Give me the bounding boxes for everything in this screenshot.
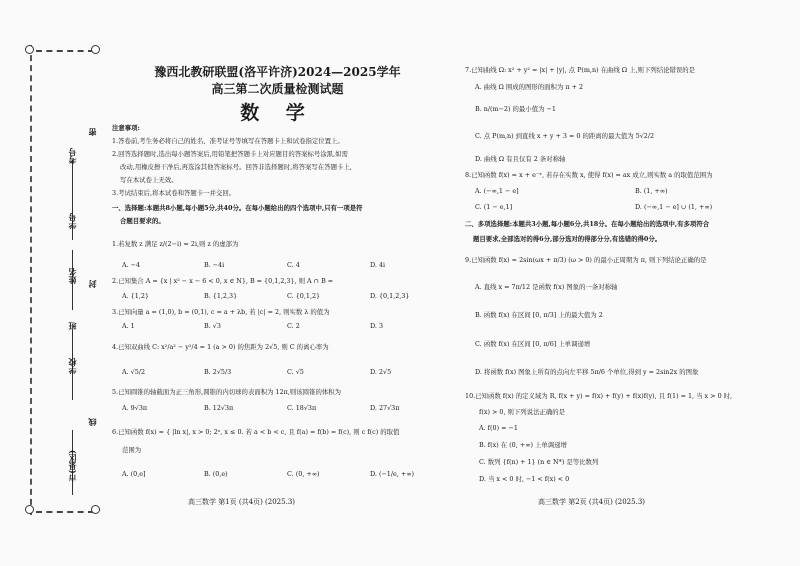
q7-option-b: B. n/(m−2) 的最小值为 −1 [475, 105, 556, 113]
page-footer-left: 高三数学 第1页 (共4页) (2025.3) [188, 498, 295, 506]
q6-option-d: D. (−1/e, +∞) [370, 470, 415, 478]
q5-stem: 5.已知圆锥的轴截面为正三角形,圆锥的内切球的表面积为 12π,则该圆锥的体积为 [112, 388, 342, 396]
q10-option-d: D. 当 x < 0 时, −1 < f(x) < 0 [479, 475, 570, 483]
q10-option-b: B. f(x) 在 (0, +∞) 上单调递增 [479, 441, 567, 449]
section2-heading: 二、多项选择题:本题共3小题,每小题6分,共18分。在每小题给出的选项中,有多项符合 [465, 220, 710, 228]
section1-heading: 一、选择题:本题共8小题,每小题5分,共40分。在每小题给出的四个选项中,只有一项是符 [112, 204, 363, 212]
left-column [112, 0, 457, 566]
note-line: 改动,用橡皮擦干净后,再选涂其他答案标号。回答非选择题时,将答案写在答题卡上, [120, 163, 352, 171]
note-line: 1.答卷前,考生务必将自己的姓名、准考证号等填写在答题卡上和试卷指定位置上。 [112, 137, 344, 145]
class-label: 班 [67, 322, 77, 330]
student-number-label: 学号 [67, 213, 77, 229]
q8-option-a: A. (−∞,1 − e] [475, 187, 519, 195]
q1-option-c: C. 4 [287, 261, 300, 269]
q2-stem: 2.已知集合 A = {x | x² − x − 6 < 0, x ∈ N}, B = {0,1,2,3}, 则 A ∩ B = [112, 277, 334, 285]
section2-heading: 题目要求,全部选对的得6分,部分选对的得部分分,有选错的得0分。 [473, 235, 662, 243]
q7-option-c: C. 点 P(m,n) 到直线 x + y + 3 = 0 的距离的最大值为 5√2/2 [475, 132, 655, 140]
punch-hole [91, 45, 100, 54]
exam-title-line1: 豫西北教研联盟(洛平许济)2024—2025学年 [154, 65, 401, 79]
binding-tick [36, 511, 94, 513]
q2-option-b: B. {1,2,3} [204, 292, 238, 300]
q5-option-b: B. 12√3π [204, 404, 234, 412]
q10-stem: 10.已知函数 f(x) 的定义域为 R, f(x + y) = f(x) + f(y) + f(x)f(y), 且 f(1) = 1, 当 x > 0 时, [465, 392, 733, 400]
q6-stem: 6.已知函数 f(x) = { |ln x|, x > 0; 2ˣ, x ≤ 0. 若 a < b < c, 且 f(a) = f(b) = f(c), 则 c f(c) 的取值 [112, 428, 400, 436]
note-line: 写在本试卷上无效。 [120, 176, 178, 184]
q4-option-c: C. √5 [287, 368, 304, 376]
punch-hole [25, 45, 34, 54]
notes-title: 注意事项: [112, 124, 140, 132]
q1-option-d: D. 4i [370, 261, 386, 269]
section1-heading: 合题目要求的。 [120, 217, 165, 225]
q10-stem: f(x) > 0, 则下列说法正确的是 [479, 408, 566, 416]
q4-option-b: B. 2√5/3 [204, 368, 232, 376]
right-column [465, 0, 795, 566]
q1-option-b: B. −4i [204, 261, 225, 269]
q2-option-d: D. {0,1,2,3} [370, 292, 410, 300]
q2-option-c: C. {0,1,2} [287, 292, 321, 300]
q3-stem: 3.已知向量 a = (1,0), b = (0,1), c = a + λb, 若 |c| = 2, 则实数 λ 的值为 [112, 308, 330, 316]
q9-option-c: C. 函数 f(x) 在区间 [0, π/6] 上单调递增 [475, 340, 591, 348]
name-label: 姓名 [67, 268, 77, 284]
q8-option-c: C. (1 − e,1] [475, 203, 513, 211]
seal-char: 线 [87, 418, 97, 426]
q10-option-a: A. f(0) = −1 [479, 424, 518, 432]
binding-tick [36, 50, 94, 52]
q9-option-d: D. 将函数 f(x) 图象上所有的点向左平移 5π/6 个单位,得到 y = 2sin2x 的图象 [475, 368, 699, 376]
q5-option-d: D. 27√3π [370, 404, 400, 412]
subject-title: 数 学 [240, 102, 315, 124]
q4-stem: 4.已知双曲线 C: x²/a² − y²/4 = 1 (a > 0) 的焦距为 2√5, 则 C 的离心率为 [112, 343, 329, 351]
q4-option-a: A. √5/2 [122, 368, 146, 376]
q6-option-c: C. (0, +∞) [287, 470, 320, 478]
seal-char: 封 [87, 280, 97, 288]
note-line: 2.回答选择题时,选出每小题答案后,用铅笔把答题卡上对应题目的答案标号涂黑,如需 [112, 150, 348, 158]
q9-option-b: B. 函数 f(x) 在区间 [0, π/3] 上的最大值为 2 [475, 311, 603, 319]
q6-option-b: B. (0,e) [204, 470, 228, 478]
q1-stem: 1.若复数 z 满足 z/(2−i) = 2i,则 z 的虚部为 [112, 240, 239, 248]
exam-title-line2: 高三第二次质量检测试题 [211, 82, 344, 96]
page-footer-right: 高三数学 第2页 (共4页) (2025.3) [538, 498, 645, 506]
city-label: 市(县区) [67, 450, 77, 482]
q7-option-d: D. 曲线 Ω 有且仅有 2 条对称轴 [475, 155, 566, 163]
q9-option-a: A. 直线 x = 7π/12 是函数 f(x) 图象的一条对称轴 [475, 283, 618, 291]
note-line: 3.考试结束后,将本试卷和答题卡一并交回。 [112, 189, 236, 197]
q7-option-a: A. 曲线 Ω 围成的图形的面积为 π + 2 [475, 83, 584, 91]
seal-char: 密 [87, 128, 97, 136]
q2-option-a: A. {1,2} [122, 292, 149, 300]
q6-option-a: A. (0,e] [122, 470, 146, 478]
q6-stem: 范围为 [122, 446, 142, 454]
q5-option-c: C. 18√3π [287, 404, 317, 412]
exam-number-label: 考号 [67, 148, 77, 164]
q3-option-b: B. √3 [204, 322, 221, 330]
q7-stem: 7.已知曲线 Ω: x² + y² = |x| + |y|, 点 P(m,n) 在曲线 Ω 上,则下列结论错误的是 [465, 66, 696, 74]
binding-line [30, 45, 34, 515]
q8-option-d: D. (−∞,1 − e] ∪ (1, +∞) [635, 203, 713, 211]
q10-option-c: C. 数列 {f(n) + 1} (n ∈ N*) 是等比数列 [479, 458, 599, 466]
q3-option-c: C. 2 [287, 322, 300, 330]
punch-hole [25, 505, 34, 514]
q8-option-b: B. (1, +∞) [635, 187, 668, 195]
school-label: 学校 [67, 358, 77, 374]
q5-option-a: A. 9√3π [122, 404, 148, 412]
q3-option-d: D. 3 [370, 322, 384, 330]
q4-option-d: D. 2√5 [370, 368, 392, 376]
q1-option-a: A. −4 [122, 261, 141, 269]
punch-hole [91, 505, 100, 514]
q9-stem: 9.已知函数 f(x) = 2sin(ωx + π/3) (ω > 0) 的最小正周期为 π, 则下列结论正确的是 [465, 256, 707, 264]
q3-option-a: A. 1 [122, 322, 135, 330]
q8-stem: 8.已知函数 f(x) = x + e⁻ˣ, 若存在实数 x, 使得 f(x) = ax 成立,则实数 a 的取值范围为 [465, 171, 713, 179]
